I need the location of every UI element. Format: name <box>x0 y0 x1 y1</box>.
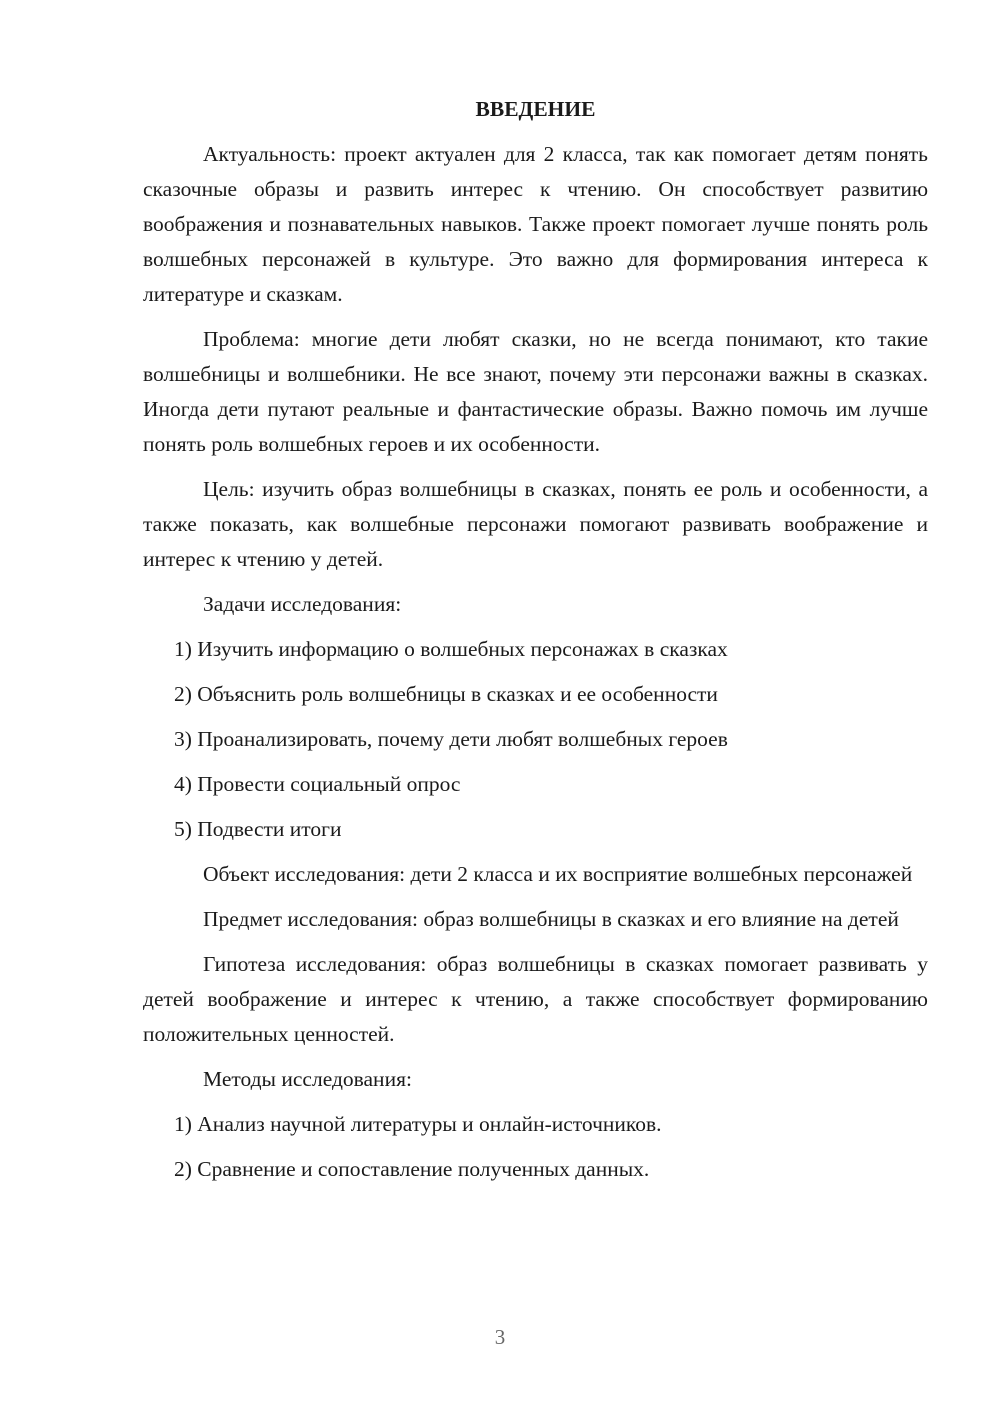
page-number: 3 <box>494 1325 506 1349</box>
list-item: 1) Изучить информацию о волшебных персонажах в сказках <box>174 637 728 661</box>
list-item: 2) Сравнение и сопоставление полученных данных. <box>174 1157 650 1181</box>
tasks-label: Задачи исследования: <box>203 592 402 616</box>
list-item: 2) Объяснить роль волшебницы в сказках и ее особенности <box>174 682 718 706</box>
goal-paragraph: Цель: изучить образ волшебницы в сказках, понять ее роль и особенности, а также показать, как волшебные персонажи помогают развивать воображение и интерес к чтению у детей. <box>143 477 928 571</box>
list-item: 4) Провести социальный опрос <box>174 772 461 796</box>
object-paragraph: Объект исследования: дети 2 класса и их восприятие волшебных персонажей <box>203 862 913 886</box>
document-page <box>143 92 928 1197</box>
list-item: 5) Подвести итоги <box>174 817 342 841</box>
tasks-list <box>143 632 928 847</box>
relevance-paragraph: Актуальность: проект актуален для 2 класса, так как помогает детям понять сказочные образы и развить интерес к чтению. Он способствует развитию воображения и познавательных навыков. Также проект помогает лучше понять роль волшебных персонажей в культуре. Это важно для формирования интереса к литературе и сказкам. <box>143 142 928 306</box>
methods-list <box>143 1107 928 1187</box>
subject-paragraph: Предмет исследования: образ волшебницы в сказках и его влияние на детей <box>203 907 899 931</box>
list-item: 3) Проанализировать, почему дети любят волшебных героев <box>174 727 728 751</box>
list-item: 1) Анализ научной литературы и онлайн-источников. <box>174 1112 662 1136</box>
hypothesis-paragraph: Гипотеза исследования: образ волшебницы в сказках помогает развивать у детей воображение и интерес к чтению, а также способствует формированию положительных ценностей. <box>143 952 928 1046</box>
methods-label: Методы исследования: <box>203 1067 412 1091</box>
problem-paragraph: Проблема: многие дети любят сказки, но не всегда понимают, кто такие волшебницы и волшебники. Не все знают, почему эти персонажи важны в сказках. Иногда дети путают реальные и фантастические образы. Важно помочь им лучше понять роль волшебных героев и их особенности. <box>143 327 928 456</box>
section-title: ВВЕДЕНИЕ <box>475 97 596 121</box>
